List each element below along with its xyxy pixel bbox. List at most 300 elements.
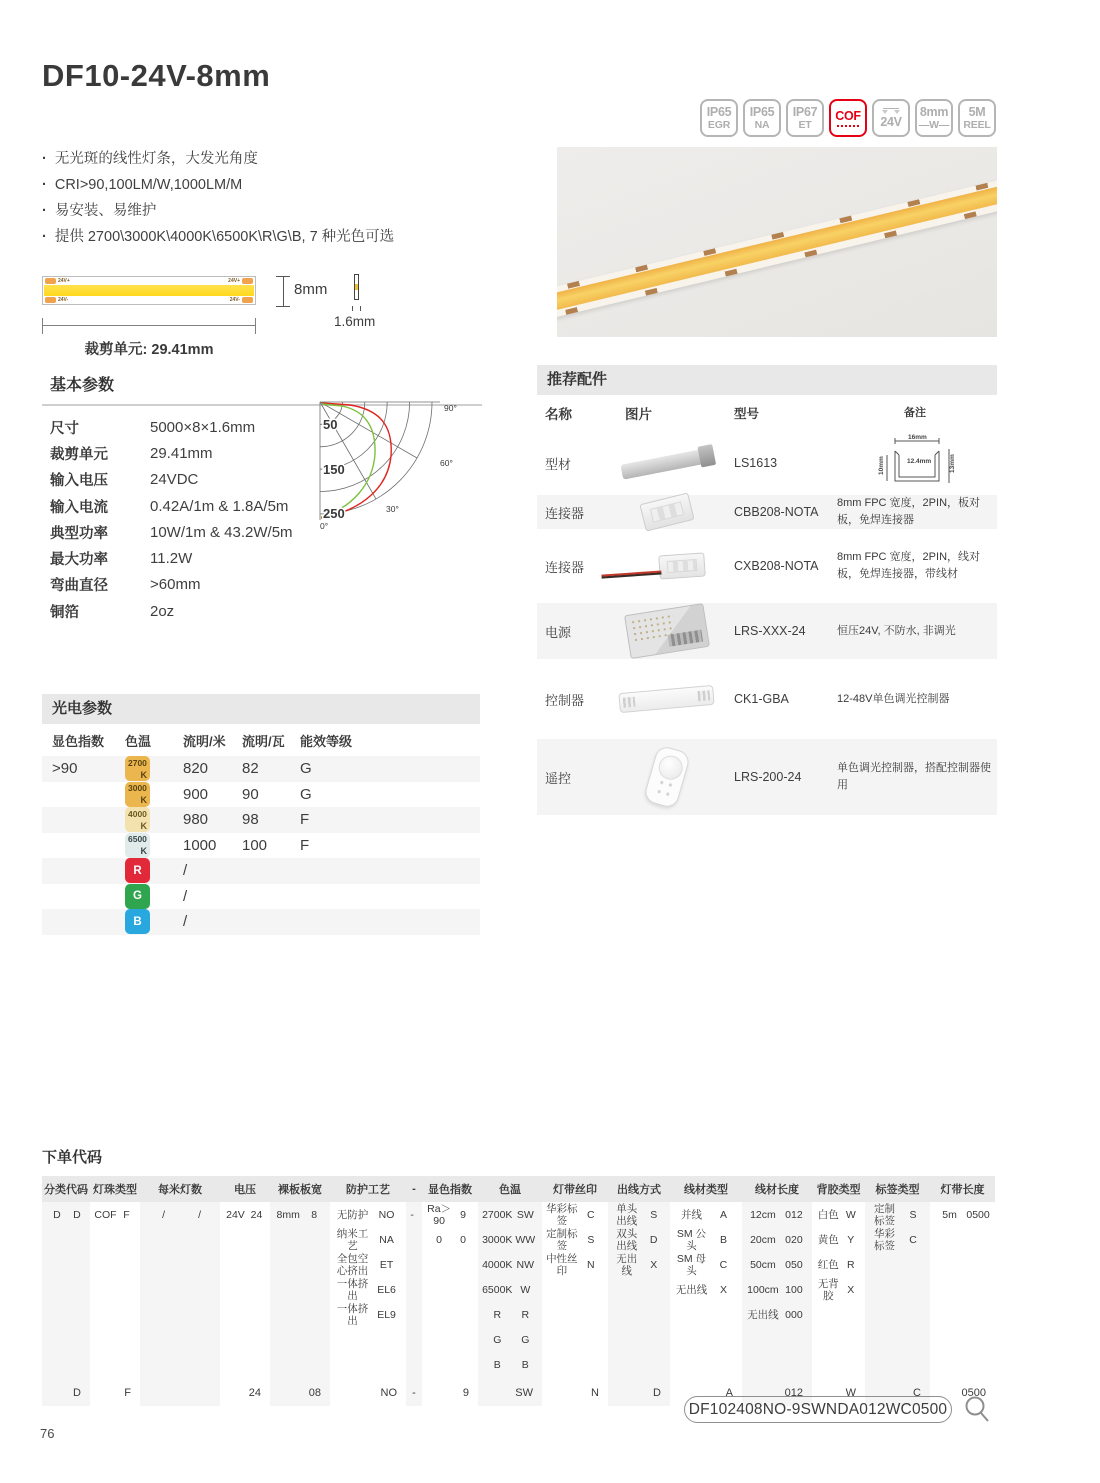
option-code: C	[909, 1233, 917, 1246]
col-wire-type	[670, 1202, 742, 1406]
photometric-title: 光电参数	[42, 694, 480, 724]
option-label: 红色	[817, 1258, 839, 1271]
selected-code: 08	[308, 1387, 321, 1399]
option-label: 全包空心挤出	[336, 1252, 369, 1277]
solder-pad	[242, 278, 253, 284]
cct-badge	[125, 909, 150, 934]
accessory-remark: 恒压24V, 不防水, 非调光	[837, 624, 956, 637]
option-label: R	[493, 1308, 502, 1321]
accessory-image	[599, 554, 734, 578]
accessory-remark: 8mm FPC 宽度，2PIN，板对板，免焊连接器	[837, 497, 981, 526]
param-label: 裁剪单元	[50, 446, 108, 463]
connector-a-image	[639, 492, 694, 531]
col-wire-length	[742, 1202, 812, 1406]
accessory-remark: 8mm FPC 宽度，2PIN，线对板，免焊连接器，带线材	[837, 551, 981, 580]
lm-per-m-cell: /	[183, 887, 188, 905]
order-col-header: 线材类型	[684, 1184, 728, 1196]
option-code: S	[587, 1233, 595, 1246]
svg-text:12.4mm: 12.4mm	[907, 458, 932, 465]
option-code: D	[649, 1233, 658, 1246]
svg-text:16mm: 16mm	[908, 434, 927, 441]
cct-cell	[125, 833, 183, 858]
option-code: C	[719, 1258, 728, 1271]
polar-tick-150: 150	[323, 462, 345, 477]
order-col-header: 背胶类型	[816, 1184, 861, 1196]
photometric-col-header: 能效等级	[300, 733, 353, 749]
option-label: 中性丝印	[546, 1252, 578, 1277]
strip-dimension-diagram	[42, 268, 472, 360]
photometric-row	[42, 909, 480, 935]
thickness-cross-section	[354, 274, 359, 300]
option-label: 24V	[226, 1208, 245, 1221]
option-code: A	[719, 1208, 727, 1221]
order-option	[742, 1277, 812, 1302]
option-code: NW	[516, 1258, 535, 1271]
order-col-header: 每米灯数	[158, 1184, 202, 1196]
option-code: 0500	[966, 1208, 990, 1221]
selected-code: C	[913, 1387, 921, 1399]
option-code: N	[587, 1258, 595, 1271]
order-option	[330, 1302, 406, 1327]
24v-badge	[872, 99, 910, 137]
option-code: WW	[515, 1233, 536, 1246]
cct-cell	[125, 782, 183, 807]
color-letter: R	[133, 864, 142, 877]
option-code: X	[650, 1258, 658, 1271]
psu-image	[624, 603, 710, 659]
option-code: 100	[785, 1283, 803, 1296]
lm-per-w-cell: 100	[242, 836, 268, 854]
accessories-section	[537, 365, 997, 815]
option-code: EL6	[377, 1283, 396, 1296]
order-option	[270, 1202, 330, 1227]
order-option	[330, 1227, 406, 1252]
col-led-type	[90, 1202, 140, 1406]
order-col-header: 显色指数	[428, 1184, 472, 1196]
basic-params-title: 基本参数	[50, 377, 115, 394]
cct-badge	[125, 884, 150, 909]
order-option	[670, 1277, 742, 1302]
order-code-section	[42, 1146, 995, 1406]
option-code: B	[719, 1233, 727, 1246]
option-label: 5m	[942, 1208, 957, 1221]
order-col-header: -	[412, 1183, 416, 1195]
option-code: 9	[460, 1208, 467, 1221]
option-label: D	[53, 1208, 61, 1221]
basic-param-row	[42, 598, 482, 624]
photometric-row	[42, 782, 480, 808]
accessory-model: CK1-GBA	[734, 692, 789, 706]
cut-unit-dimension-line	[42, 318, 256, 334]
selected-code: D	[73, 1387, 81, 1399]
color-letter: B	[133, 915, 142, 928]
badge-line: IP65	[749, 104, 775, 119]
order-option	[478, 1277, 542, 1302]
accessories-rows	[537, 431, 997, 815]
order-option	[865, 1202, 930, 1227]
svg-text:10mm: 10mm	[878, 456, 885, 475]
photometric-col-header: 显色指数	[52, 733, 105, 749]
cct-cell	[125, 756, 183, 781]
lm-per-w-cell: 82	[242, 760, 259, 778]
order-col-header: 裸板板宽	[278, 1184, 322, 1196]
order-option	[542, 1202, 608, 1227]
order-option	[742, 1252, 812, 1277]
option-code: G	[521, 1333, 530, 1346]
order-option	[330, 1252, 406, 1277]
8mm-w-badge	[915, 99, 953, 137]
cct-cell	[125, 884, 183, 909]
order-option	[812, 1252, 865, 1277]
option-code: W	[845, 1208, 856, 1221]
col-voltage	[220, 1202, 270, 1406]
option-code: 020	[785, 1233, 803, 1246]
cct-unit: K	[140, 820, 147, 831]
order-option	[812, 1227, 865, 1252]
feature-list	[42, 146, 394, 250]
order-option	[478, 1352, 542, 1377]
cct-cell	[125, 807, 183, 832]
option-code: D	[73, 1208, 81, 1221]
grade-cell: F	[300, 836, 310, 854]
cof-badge	[829, 99, 867, 137]
accessories-col-header: 备注	[904, 406, 926, 419]
order-option	[608, 1252, 670, 1277]
photometric-row	[42, 884, 480, 910]
order-option	[812, 1277, 865, 1302]
param-value: >60mm	[150, 576, 201, 594]
col-category	[42, 1202, 90, 1406]
option-code: C	[587, 1208, 595, 1221]
option-label: 定制标签	[874, 1202, 896, 1227]
selected-code: 24	[248, 1387, 261, 1399]
photometric-header-row	[42, 724, 480, 756]
selected-code: -	[412, 1387, 416, 1399]
option-label: 2700K	[482, 1208, 513, 1221]
badge-line: IP67	[792, 104, 818, 119]
option-code: B	[521, 1358, 529, 1371]
option-code: /	[198, 1208, 202, 1221]
selected-code: 9	[462, 1387, 469, 1399]
option-label: 无出线	[616, 1252, 638, 1277]
cof-dots	[837, 125, 859, 127]
cct-badge	[125, 858, 150, 883]
param-value: 5000×8×1.6mm	[150, 418, 256, 436]
polar-angle-30: 30°	[386, 504, 399, 514]
order-option	[670, 1227, 742, 1252]
param-label: 输入电流	[50, 499, 108, 516]
accessory-name: 连接器	[545, 559, 585, 575]
accessory-name: 遥控	[545, 770, 572, 786]
cct-value: 6500	[128, 834, 147, 845]
param-label: 弯曲直径	[50, 578, 108, 595]
option-label: /	[162, 1208, 166, 1221]
col-cct	[478, 1202, 542, 1406]
order-option	[742, 1227, 812, 1252]
order-col-header: 电压	[234, 1184, 256, 1196]
lm-per-m-cell: 820	[183, 760, 209, 778]
accessory-name: 电源	[545, 624, 572, 640]
option-code: R	[521, 1308, 530, 1321]
col-adhesive-type	[812, 1202, 865, 1406]
order-col-header: 标签类型	[875, 1184, 920, 1196]
selected-code: F	[124, 1387, 131, 1399]
cert-badges	[700, 99, 996, 137]
cct-badge	[125, 807, 150, 832]
option-label: Ra＞90	[427, 1202, 452, 1227]
option-code: R	[846, 1258, 855, 1271]
accessory-model: LRS-XXX-24	[734, 624, 806, 638]
option-label: 100cm	[747, 1283, 779, 1296]
order-option	[742, 1302, 812, 1327]
order-option	[608, 1227, 670, 1252]
option-code: 24	[250, 1208, 263, 1221]
feature-item: · 提供 2700\3000K\4000K\6500K\R\G\B, 7 种光色可选	[42, 224, 394, 250]
param-value: 24VDC	[150, 471, 199, 489]
solder-pad	[45, 278, 56, 284]
order-option	[422, 1227, 478, 1252]
grade-cell: G	[300, 760, 312, 778]
connector-b-image	[658, 552, 706, 579]
order-option	[478, 1202, 542, 1227]
led-strip-photo	[557, 165, 997, 325]
col-strip-length	[930, 1202, 995, 1406]
selected-code: A	[725, 1387, 733, 1399]
pad-label: 24V-	[58, 297, 69, 303]
scale-icon	[883, 108, 899, 114]
order-option	[42, 1202, 90, 1227]
accessory-image	[599, 498, 734, 526]
col-silk-print	[542, 1202, 608, 1406]
order-option	[812, 1202, 865, 1227]
product-photo	[557, 147, 997, 337]
height-bracket	[274, 276, 284, 307]
basic-params-section	[42, 372, 482, 624]
option-code: 012	[785, 1208, 803, 1221]
option-label: 双头出线	[616, 1227, 638, 1252]
lm-per-w-cell: 98	[242, 811, 259, 829]
param-value: 2oz	[150, 602, 175, 620]
col-outlet-mode	[608, 1202, 670, 1406]
order-option	[220, 1202, 270, 1227]
polar-angle-90: 90°	[444, 403, 457, 413]
option-label: 黄色	[817, 1233, 839, 1246]
order-col-header: 色温	[499, 1184, 521, 1196]
feature-item: · 易安装、易维护	[42, 198, 394, 224]
cct-value: 4000	[128, 808, 147, 819]
selected-code: 0500	[961, 1387, 986, 1399]
order-col-header: 分类代码	[44, 1184, 88, 1196]
col-protection	[330, 1202, 406, 1406]
pad-label: 24V-	[229, 297, 240, 303]
selected-code: D	[653, 1387, 661, 1399]
order-col-header: 出线方式	[617, 1184, 661, 1196]
col-pcb-width	[270, 1202, 330, 1406]
order-table-header	[42, 1176, 995, 1202]
lm-per-m-cell: /	[183, 913, 188, 931]
order-option	[670, 1252, 742, 1277]
lm-per-m-cell: /	[183, 862, 188, 880]
ip65-na-badge	[743, 99, 781, 137]
option-code: 050	[785, 1258, 803, 1271]
param-value: 11.2W	[150, 550, 193, 568]
5m-reel-badge	[958, 99, 996, 137]
accessory-image	[599, 609, 734, 653]
page-title: DF10-24V-8mm	[42, 58, 271, 93]
accessory-image	[599, 689, 734, 709]
accessories-col-header: 图片	[625, 407, 652, 422]
option-label: 纳米工艺	[336, 1227, 369, 1252]
accessory-name: 控制器	[545, 692, 585, 708]
option-code: EL9	[377, 1308, 396, 1321]
option-label: 50cm	[750, 1258, 776, 1271]
order-option	[478, 1302, 542, 1327]
accessory-row	[537, 431, 997, 495]
order-option	[865, 1227, 930, 1252]
option-label: 单头出线	[616, 1202, 638, 1227]
accessory-image	[599, 456, 734, 471]
cct-value: 3000	[128, 783, 147, 794]
order-option	[330, 1277, 406, 1302]
accessory-row	[537, 603, 997, 659]
grade-cell: G	[300, 785, 312, 803]
order-option	[670, 1202, 742, 1227]
option-label: 并线	[680, 1208, 702, 1221]
option-label: 无出线	[747, 1308, 779, 1321]
order-col-header: 灯带长度	[940, 1184, 985, 1196]
option-label: 定制标签	[546, 1227, 578, 1252]
order-option	[608, 1202, 670, 1227]
param-label: 输入电压	[50, 473, 108, 490]
selected-code	[140, 1380, 220, 1406]
option-label: 无背胶	[817, 1277, 839, 1302]
lm-per-m-cell: 980	[183, 811, 209, 829]
param-label: 铜箔	[50, 604, 79, 621]
order-option	[542, 1252, 608, 1277]
polar-tick-50: 50	[323, 417, 338, 432]
cct-unit: K	[140, 769, 147, 780]
option-label: G	[493, 1333, 502, 1346]
param-value: 0.42A/1m & 1.8A/5m	[150, 497, 289, 515]
feature-item: · 无光斑的线性灯条，大发光角度	[42, 146, 394, 172]
option-code: NO	[378, 1208, 395, 1221]
option-code: NA	[379, 1233, 394, 1246]
option-label: 6500K	[482, 1283, 513, 1296]
accessory-row	[537, 529, 997, 603]
option-code: ET	[379, 1258, 394, 1271]
cri-cell: >90	[52, 760, 78, 778]
feature-item: · CRI>90,100LM/W,1000LM/M	[42, 172, 394, 198]
param-label: 最大功率	[50, 552, 108, 569]
option-code: S	[650, 1208, 658, 1221]
badge-line: 5M	[968, 104, 986, 119]
selected-code: W	[845, 1387, 856, 1399]
option-label: 3000K	[482, 1233, 513, 1246]
thickness-label: 1.6mm	[334, 314, 376, 329]
order-option	[742, 1202, 812, 1227]
accessory-remark: 12-48V单色调光控制器	[837, 692, 950, 705]
polar-angle-0: 0°	[320, 521, 329, 530]
order-col-header: 防护工艺	[346, 1184, 390, 1196]
cct-cell	[125, 858, 183, 883]
strip-drawing	[42, 276, 256, 305]
badge-line: IP65	[706, 104, 732, 119]
option-label: 4000K	[482, 1258, 513, 1271]
param-label: 典型功率	[50, 525, 108, 542]
option-code: W	[520, 1283, 531, 1296]
accessory-row	[537, 495, 997, 529]
order-option	[542, 1227, 608, 1252]
svg-text:13mm: 13mm	[949, 454, 956, 473]
order-option	[406, 1202, 422, 1227]
cct-cell	[125, 909, 183, 934]
col-leds-per-meter	[140, 1202, 220, 1406]
selected-code: NO	[380, 1387, 397, 1399]
order-option	[422, 1202, 478, 1227]
option-code: F	[123, 1208, 130, 1221]
remote-image	[642, 744, 691, 809]
accessory-model: LS1613	[734, 456, 778, 470]
option-label: 12cm	[750, 1208, 776, 1221]
badge-line: —W—	[918, 118, 950, 131]
color-letter: G	[133, 890, 142, 903]
option-label: SM 公头	[676, 1227, 707, 1252]
col-label-type	[865, 1202, 930, 1406]
lm-per-m-cell: 1000	[183, 836, 217, 854]
selected-code: N	[591, 1387, 599, 1399]
cct-value: 2700	[128, 757, 147, 768]
basic-param-row	[42, 572, 482, 598]
option-label: 白色	[817, 1208, 839, 1221]
option-label: B	[493, 1358, 501, 1371]
badge-line: 8mm	[919, 104, 949, 119]
option-label: 华彩标签	[546, 1202, 578, 1227]
option-label: 无出线	[675, 1283, 708, 1296]
order-col-header: 灯珠类型	[93, 1184, 137, 1196]
photometric-row	[42, 756, 480, 782]
accessories-col-header: 名称	[545, 407, 572, 422]
option-label: 无防护	[336, 1208, 369, 1221]
order-option	[478, 1252, 542, 1277]
polar-angle-60: 60°	[440, 458, 453, 468]
height-label: 8mm	[294, 281, 328, 298]
order-option	[90, 1202, 140, 1227]
cct-badge	[125, 833, 150, 858]
pad-label: 24V+	[58, 278, 70, 284]
option-label: 一体挤出	[336, 1277, 369, 1302]
option-label: 0	[436, 1233, 443, 1246]
option-code: 8	[311, 1208, 318, 1221]
accessory-name: 型材	[545, 456, 572, 472]
accessory-model: CBB208-NOTA	[734, 505, 819, 519]
cut-unit-label: 裁剪单元: 29.41mm	[84, 342, 214, 358]
photometric-rows	[42, 756, 480, 935]
param-value: 29.41mm	[150, 444, 213, 462]
col-dash	[406, 1202, 422, 1406]
solder-pad	[242, 297, 253, 303]
badge-line: ET	[798, 118, 812, 131]
accessories-col-header: 型号	[734, 407, 760, 421]
order-col-header: 线材长度	[755, 1184, 799, 1196]
order-col-header: 灯带丝印	[553, 1184, 597, 1196]
order-option	[140, 1202, 220, 1227]
photometric-section	[42, 694, 480, 935]
photometric-row	[42, 858, 480, 884]
option-label: 一体挤出	[336, 1302, 369, 1327]
order-option	[930, 1202, 995, 1227]
badge-line: EGR	[707, 118, 731, 131]
order-table-body	[42, 1202, 995, 1406]
